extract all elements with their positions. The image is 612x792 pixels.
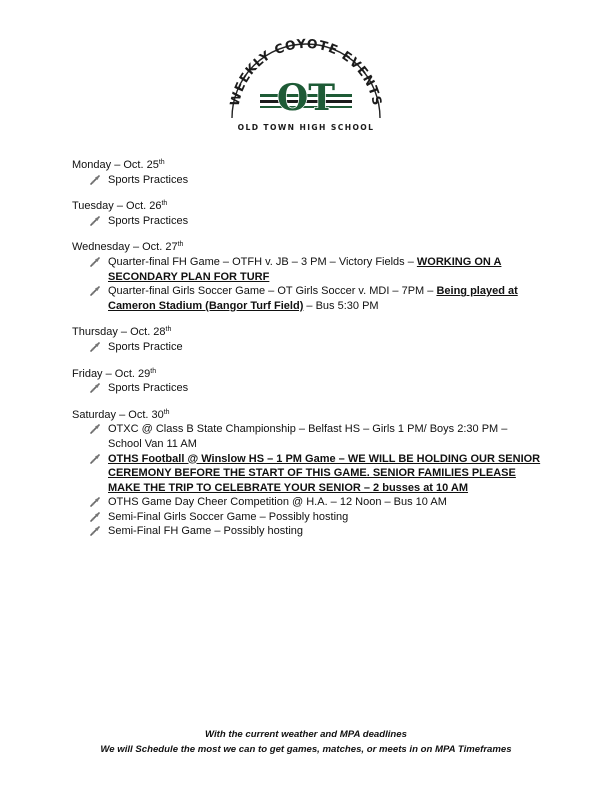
event-text: Sports Practices bbox=[108, 173, 189, 186]
event-text: OTXC @ Class B State Championship – Belfast HS – Girls 1 PM/ Boys 2:30 PM – School Van 11 AM bbox=[108, 423, 508, 450]
event-text: Semi-Final FH Game – Possibly hosting bbox=[108, 525, 304, 538]
event-list bbox=[72, 214, 542, 229]
event-text: Sports Practices bbox=[108, 382, 189, 395]
event-list bbox=[72, 340, 542, 355]
event-item bbox=[72, 284, 542, 313]
arrow-bullet-icon bbox=[89, 453, 101, 465]
arrow-bullet-icon bbox=[89, 341, 101, 353]
event-list bbox=[72, 173, 542, 188]
day-ordinal-suffix: th bbox=[163, 408, 170, 416]
arrow-bullet-icon bbox=[89, 423, 101, 435]
event-item bbox=[72, 452, 542, 496]
day-heading bbox=[72, 199, 542, 214]
event-highlight-text: OTHS Football @ Winslow HS – 1 PM Game – WE WILL BE HOLDING OUR SENIOR CEREMONY BEFORE THE START OF THIS GAME. SENIOR FAMILIES PLEASE MAKE THE TRIP TO CELEBRATE YOUR SENIOR – 2 busses at 10 AM bbox=[108, 452, 541, 494]
day-label: Wednesday – Oct. 27 bbox=[72, 241, 178, 254]
arrow-bullet-icon bbox=[89, 285, 101, 297]
coyote-events-logo bbox=[222, 34, 390, 134]
arrow-bullet-icon bbox=[89, 256, 101, 268]
event-item bbox=[72, 255, 542, 284]
day-heading bbox=[72, 158, 542, 173]
event-text: Quarter-final Girls Soccer Game – OT Girls Soccer v. MDI – 7PM – bbox=[108, 285, 437, 298]
event-item bbox=[72, 381, 542, 396]
event-list bbox=[72, 255, 542, 313]
day-heading bbox=[72, 325, 542, 340]
day-heading bbox=[72, 408, 542, 423]
day-ordinal-suffix: th bbox=[158, 159, 165, 166]
arrow-bullet-icon bbox=[89, 382, 101, 394]
event-item bbox=[72, 340, 542, 355]
arrow-bullet-icon bbox=[89, 511, 101, 523]
day-section bbox=[72, 325, 542, 354]
event-text: Quarter-final FH Game – OTFH v. JB – 3 PM – Victory Fields – bbox=[108, 255, 417, 268]
event-item bbox=[72, 214, 542, 229]
day-ordinal-suffix: th bbox=[177, 241, 184, 249]
weekly-schedule bbox=[72, 158, 542, 551]
footer-line-1: With the current weather and MPA deadlines bbox=[205, 729, 407, 740]
arrow-bullet-icon bbox=[89, 174, 101, 186]
day-section bbox=[72, 367, 542, 396]
event-highlight-text: Being played at Cameron Stadium (Bangor Turf Field) bbox=[108, 285, 518, 312]
logo-monogram: OT bbox=[276, 77, 336, 119]
logo-arc-text: WEEKLY COYOTE EVENTS bbox=[226, 35, 386, 108]
event-text: Sports Practices bbox=[108, 214, 189, 227]
event-text: Sports Practice bbox=[108, 340, 183, 353]
day-ordinal-suffix: th bbox=[150, 367, 157, 375]
day-label: Monday – Oct. 25 bbox=[72, 159, 159, 171]
day-section bbox=[72, 408, 542, 539]
day-label: Thursday – Oct. 28 bbox=[72, 326, 166, 339]
day-ordinal-suffix: th bbox=[165, 326, 172, 334]
day-ordinal-suffix: th bbox=[161, 200, 168, 208]
event-list bbox=[72, 381, 542, 396]
logo-graphic bbox=[222, 34, 390, 134]
event-text: OTHS Game Day Cheer Competition @ H.A. – 12 Noon – Bus 10 AM bbox=[108, 496, 447, 509]
day-label: Tuesday – Oct. 26 bbox=[72, 200, 162, 213]
logo-school-name: OLD TOWN HIGH SCHOOL bbox=[237, 123, 375, 132]
event-list bbox=[72, 422, 542, 539]
event-text: Semi-Final Girls Soccer Game – Possibly hosting bbox=[108, 510, 349, 523]
day-label: Saturday – Oct. 30 bbox=[72, 408, 164, 421]
arrow-bullet-icon bbox=[89, 215, 101, 227]
day-label: Friday – Oct. 29 bbox=[72, 367, 151, 380]
event-item bbox=[72, 524, 542, 539]
footer-line-2: We will Schedule the most we can to get games, matches, or meets in on MPA Timeframes bbox=[100, 744, 512, 755]
arrow-bullet-icon bbox=[89, 525, 101, 537]
day-heading bbox=[72, 367, 542, 382]
event-highlight-text: WORKING ON A SECONDARY PLAN FOR TURF bbox=[108, 255, 502, 283]
arrow-bullet-icon bbox=[89, 496, 101, 508]
day-section bbox=[72, 199, 542, 228]
day-heading bbox=[72, 240, 542, 255]
event-item bbox=[72, 495, 542, 510]
event-text: – Bus 5:30 PM bbox=[303, 299, 379, 312]
day-section bbox=[72, 240, 542, 313]
event-item bbox=[72, 422, 542, 451]
day-section bbox=[72, 158, 542, 187]
event-item bbox=[72, 173, 542, 188]
event-item bbox=[72, 510, 542, 525]
